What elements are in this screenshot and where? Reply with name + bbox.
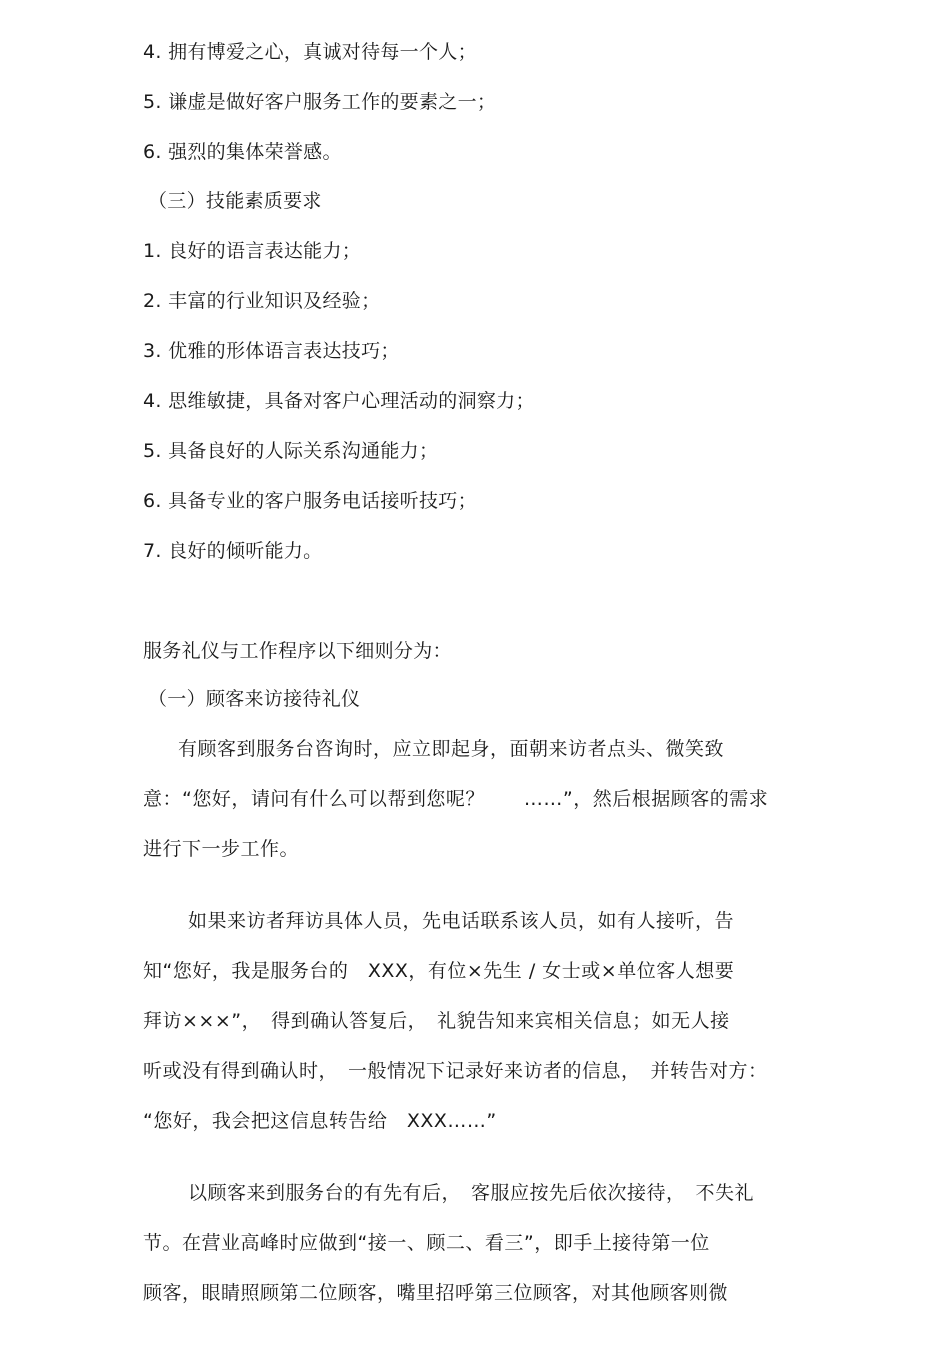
list-item: 6. 强烈的集体荣誉感。: [143, 141, 342, 163]
paragraph-visitor: [143, 896, 808, 1146]
paragraph-greeting: [143, 724, 808, 874]
list-item: 5. 谦虚是做好客户服务工作的要素之一；: [143, 91, 497, 113]
paragraph-line: 顾客，眼睛照顾第二位顾客，嘴里招呼第三位顾客，对其他顾客则微: [143, 1282, 729, 1304]
paragraph-line: 以顾客来到服务台的有先有后， 客服应按先后依次接待， 不失礼: [188, 1182, 755, 1204]
paragraph-line: 知“您好，我是服务台的 XXX，有位×先生 / 女士或×单位客人想要: [143, 960, 735, 982]
list-item: 1. 良好的语言表达能力；: [143, 240, 362, 262]
section-heading: （三）技能素质要求: [148, 190, 322, 212]
paragraph-line: 有顾客到服务台咨询时，应立即起身，面朝来访者点头、微笑致: [178, 738, 725, 760]
list-item: 4. 思维敏捷，具备对客户心理活动的洞察力；: [143, 390, 535, 412]
paragraph-line: 进行下一步工作。: [143, 838, 300, 860]
list-item: 6. 具备专业的客户服务电话接听技巧；: [143, 490, 477, 512]
list-item: 4. 拥有博爱之心，真诚对待每一个人；: [143, 41, 477, 63]
list-item: 3. 优雅的形体语言表达技巧；: [143, 340, 400, 362]
paragraph-line: 如果来访者拜访具体人员，先电话联系该人员，如有人接听，告: [188, 910, 735, 932]
paragraph-line: 意：“您好，请问有什么可以帮到您呢？ ……”，然后根据顾客的需求: [143, 788, 769, 810]
paragraph-line: 节。在营业高峰时应做到“接一、顾二、看三”，即手上接待第一位: [143, 1232, 710, 1254]
list-item: 7. 良好的倾听能力。: [143, 540, 323, 562]
paragraph-line: “您好，我会把这信息转告给 XXX……”: [143, 1110, 497, 1132]
paragraph-line: 拜访×××”， 得到确认答复后， 礼貌告知来宾相关信息；如无人接: [143, 1010, 730, 1032]
paragraph-line: 听或没有得到确认时， 一般情况下记录好来访者的信息， 并转告对方：: [143, 1060, 768, 1082]
intro-text: 服务礼仪与工作程序以下细则分为：: [143, 640, 452, 662]
list-item: 5. 具备良好的人际关系沟通能力；: [143, 440, 439, 462]
list-item: 2. 丰富的行业知识及经验；: [143, 290, 381, 312]
sub-heading: （一）顾客来访接待礼仪: [148, 688, 361, 710]
paragraph-order: [143, 1168, 808, 1318]
